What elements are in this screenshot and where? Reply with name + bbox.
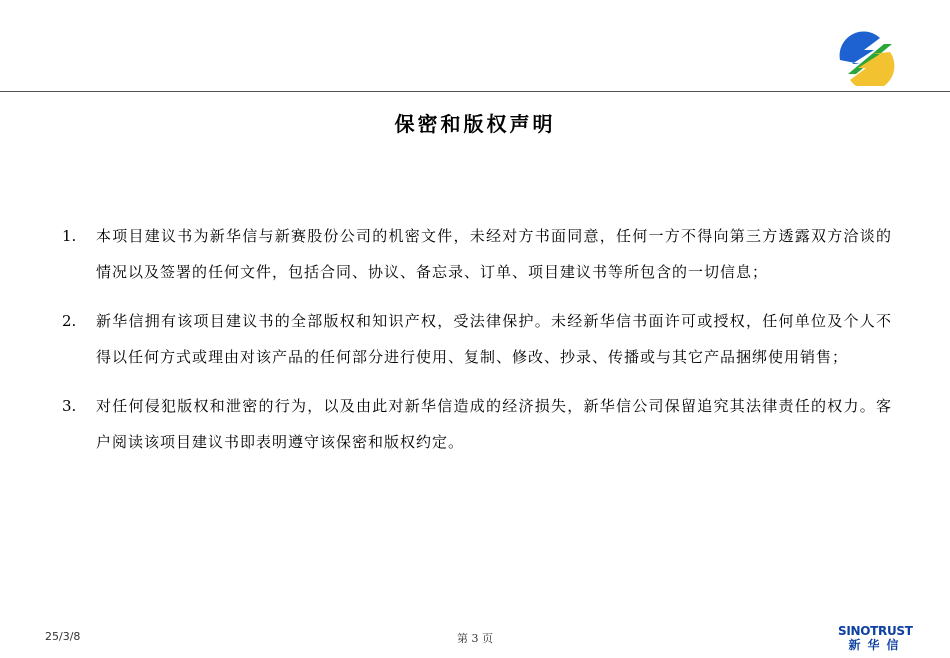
clause-item xyxy=(62,388,902,460)
sinotrust-logo-icon xyxy=(834,30,896,86)
clause-number: 2. xyxy=(62,312,77,330)
footer-brand-logo xyxy=(838,625,912,652)
page-title: 保密和版权声明 xyxy=(394,112,556,136)
clause-item xyxy=(62,303,902,375)
clause-text: 新华信拥有该项目建议书的全部版权和知识产权，受法律保护。未经新华信书面许可或授权，任何单位及个人不得以任何方式或理由对该产品的任何部分进行使用、复制、修改、抄录、传播或与其它产品捆绑使用销售； xyxy=(96,312,892,366)
clause-number: 3. xyxy=(62,397,77,415)
brand-name-cn: 新华信 xyxy=(848,638,906,652)
clause-text: 本项目建议书为新华信与新赛股份公司的机密文件，未经对方书面同意，任何一方不得向第三方透露双方洽谈的情况以及签署的任何文件，包括合同、协议、备忘录、订单、项目建议书等所包含的一切信息； xyxy=(96,227,892,281)
footer-page-number: 第 3 页 xyxy=(457,632,493,645)
footer-date: 25/3/8 xyxy=(45,630,81,643)
clause-text: 对任何侵犯版权和泄密的行为，以及由此对新华信造成的经济损失，新华信公司保留追究其法律责任的权力。客户阅读该项目建议书即表明遵守该保密和版权约定。 xyxy=(96,397,892,451)
clause-item xyxy=(62,218,902,290)
header-divider xyxy=(0,91,950,92)
clause-number: 1. xyxy=(62,227,77,245)
clause-list xyxy=(62,218,902,473)
brand-name-en: SINOTRUST xyxy=(838,624,913,638)
